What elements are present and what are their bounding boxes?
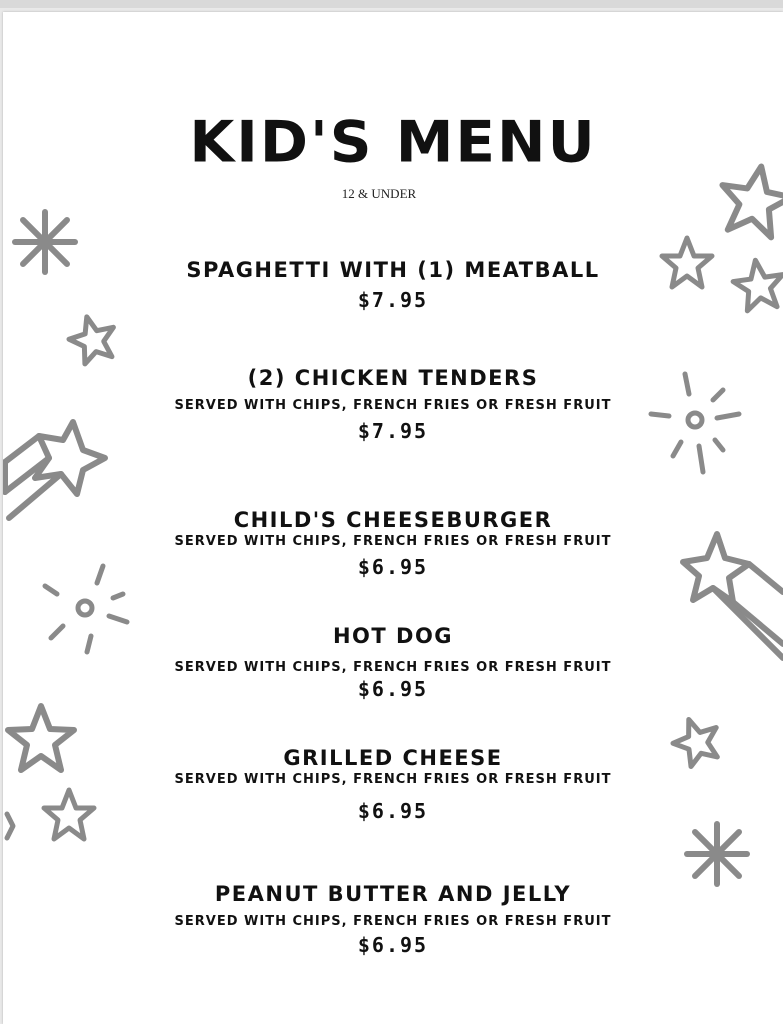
item-price: $6.95 bbox=[357, 677, 429, 701]
item-price: $6.95 bbox=[357, 555, 429, 579]
star-doodle-icon bbox=[65, 311, 121, 366]
item-description: SERVED WITH CHIPS, FRENCH FRIES OR FRESH FRUIT bbox=[174, 534, 612, 549]
item-name: GRILLED CHEESE bbox=[283, 746, 503, 770]
item-description: SERVED WITH CHIPS, FRENCH FRIES OR FRESH FRUIT bbox=[174, 914, 612, 929]
item-description: SERVED WITH CHIPS, FRENCH FRIES OR FRESH FRUIT bbox=[174, 398, 612, 413]
item-name: HOT DOG bbox=[332, 624, 454, 648]
item-price: $6.95 bbox=[357, 799, 429, 823]
page-top-border bbox=[0, 0, 783, 8]
menu-page bbox=[3, 12, 783, 1024]
item-name: SPAGHETTI WITH (1) MEATBALL bbox=[186, 258, 600, 282]
menu-item-grilled-cheese bbox=[3, 746, 783, 823]
item-name: CHILD'S CHEESEBURGER bbox=[233, 508, 553, 532]
item-name: PEANUT BUTTER AND JELLY bbox=[214, 882, 572, 906]
item-description: SERVED WITH CHIPS, FRENCH FRIES OR FRESH FRUIT bbox=[174, 772, 612, 787]
menu-title: KID'S MENU bbox=[189, 108, 597, 176]
item-price: $7.95 bbox=[357, 419, 429, 443]
item-description: SERVED WITH CHIPS, FRENCH FRIES OR FRESH FRUIT bbox=[174, 660, 612, 675]
item-name: (2) CHICKEN TENDERS bbox=[247, 366, 539, 390]
asterisk-doodle-icon bbox=[687, 824, 747, 884]
menu-item-hot-dog bbox=[3, 624, 783, 701]
menu-item-cheeseburger bbox=[3, 508, 783, 579]
item-price: $6.95 bbox=[357, 933, 429, 957]
menu-item-pbj bbox=[3, 882, 783, 957]
menu-item-chicken-tenders bbox=[3, 366, 783, 443]
menu-item-spaghetti bbox=[3, 258, 783, 312]
item-price: $7.95 bbox=[357, 288, 429, 312]
menu-subtitle: 12 & UNDER bbox=[341, 186, 417, 201]
